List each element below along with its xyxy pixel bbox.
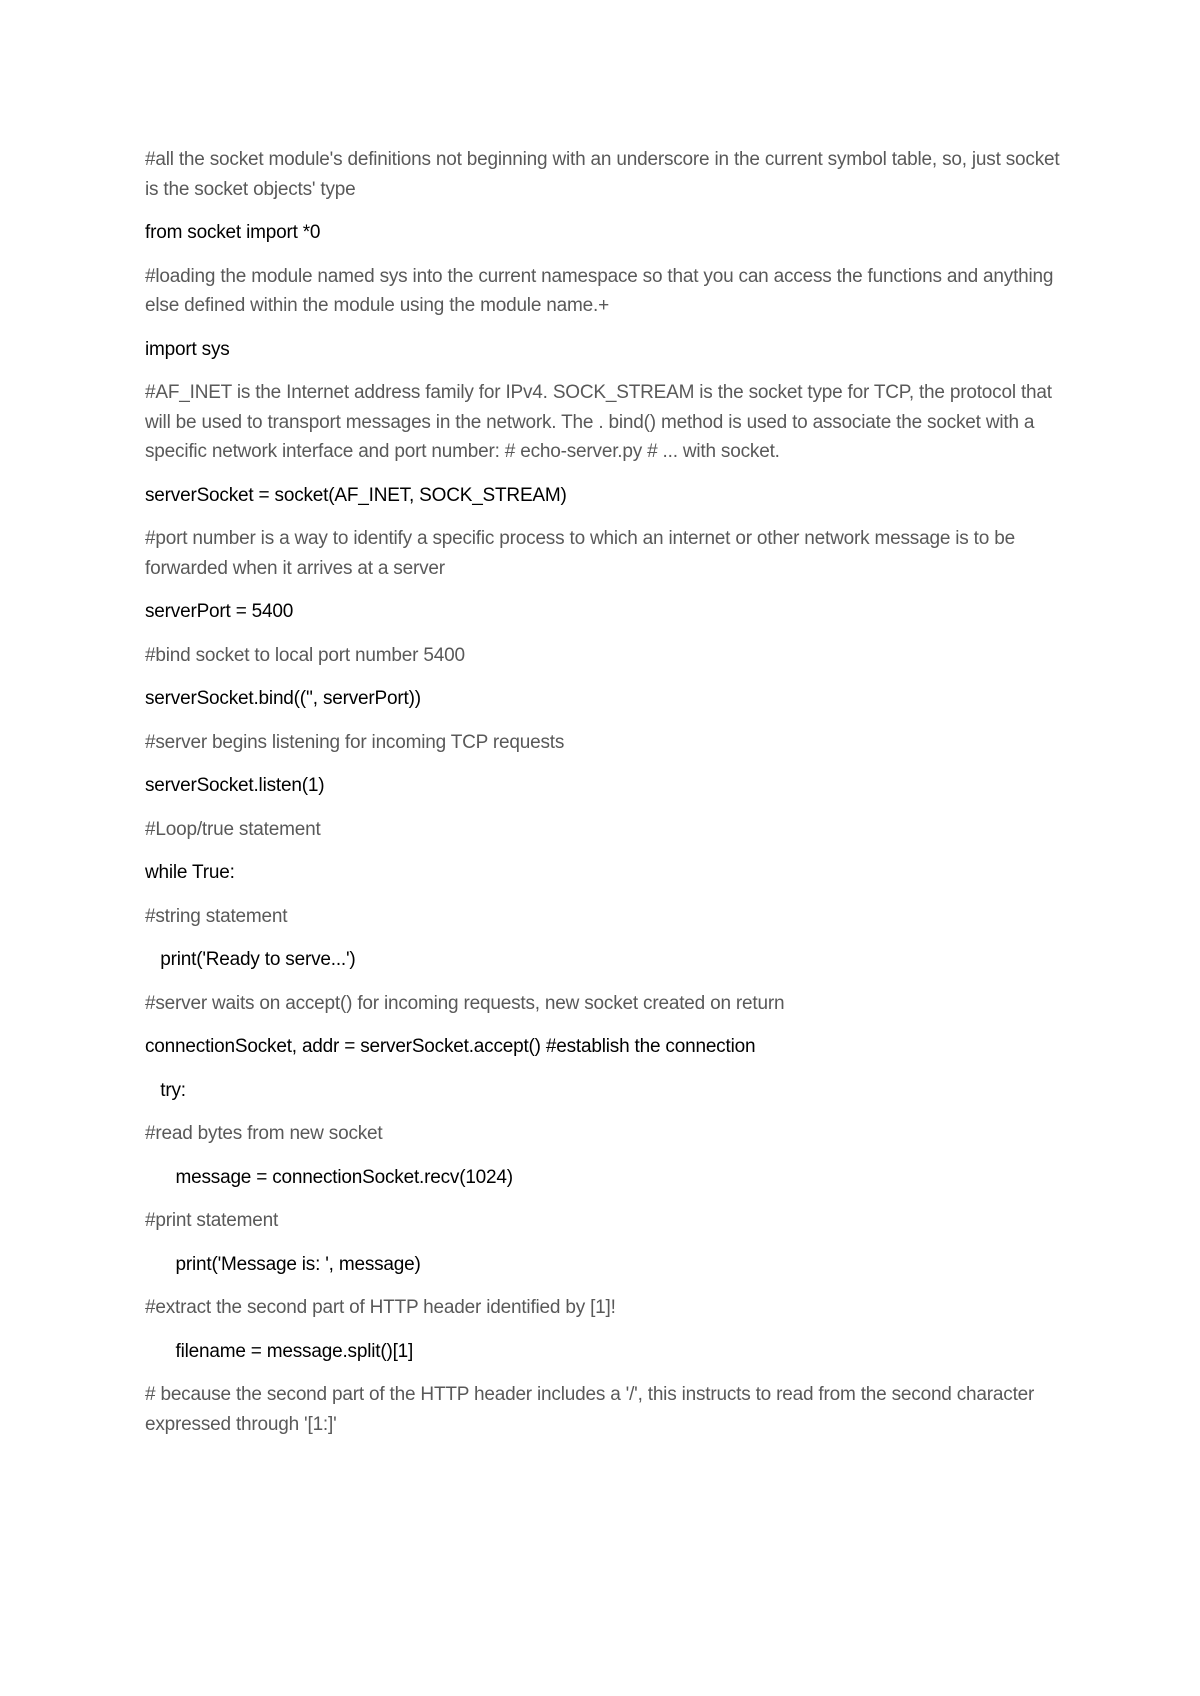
code-line: serverPort = 5400 — [145, 601, 294, 622]
comment-paragraph: #port number is a way to identify a specific process to which an internet or other network message is to be forwarded when it arrives at a server — [145, 528, 1021, 579]
comment-paragraph: #server waits on accept() for incoming requests, new socket created on return — [145, 992, 785, 1014]
comment-paragraph: #server begins listening for incoming TCP requests — [145, 731, 565, 753]
code-line: message = connectionSocket.recv(1024) — [145, 1166, 513, 1188]
code-line: serverSocket.bind(('', serverPort)) — [145, 688, 421, 709]
document-body — [145, 145, 1070, 1453]
code-line: from socket import *0 — [145, 222, 321, 243]
comment-paragraph: #read bytes from new socket — [145, 1123, 383, 1144]
code-line: print('Message is: ', message) — [145, 1253, 421, 1275]
comment-paragraph: #string statement — [145, 905, 288, 927]
code-line: connectionSocket, addr = serverSocket.accept() #establish the connection — [145, 1036, 756, 1057]
comment-paragraph: #Loop/true statement — [145, 818, 321, 840]
code-line: try: — [145, 1079, 186, 1101]
code-line: serverSocket = socket(AF_INET, SOCK_STREAM) — [145, 484, 567, 506]
code-line: print('Ready to serve...') — [145, 949, 356, 970]
comment-paragraph: #bind socket to local port number 5400 — [145, 644, 465, 666]
code-line: filename = message.split()[1] — [145, 1340, 414, 1362]
comment-paragraph: # because the second part of the HTTP header includes a '/', this instructs to read from the second character expressed through '[1:]' — [145, 1384, 1040, 1435]
comment-paragraph: #all the socket module's definitions not beginning with an underscore in the current symbol table, so, just socket is the socket objects' type — [145, 149, 1065, 200]
comment-paragraph: #print statement — [145, 1210, 279, 1231]
code-line: import sys — [145, 338, 230, 360]
code-line: while True: — [145, 862, 235, 883]
code-line: serverSocket.listen(1) — [145, 775, 325, 796]
comment-paragraph: #loading the module named sys into the current namespace so that you can access the functions and anything else defined within the module using the module name.+ — [145, 265, 1059, 316]
comment-paragraph: #extract the second part of HTTP header identified by [1]! — [145, 1297, 616, 1318]
comment-paragraph: #AF_INET is the Internet address family for IPv4. SOCK_STREAM is the socket type for TCP, the protocol that will be used to transport messages in the network. The . bind() method is used to associate the socket with a specific network interface and port number: # echo-server.py # ... with socket. — [145, 382, 1057, 462]
